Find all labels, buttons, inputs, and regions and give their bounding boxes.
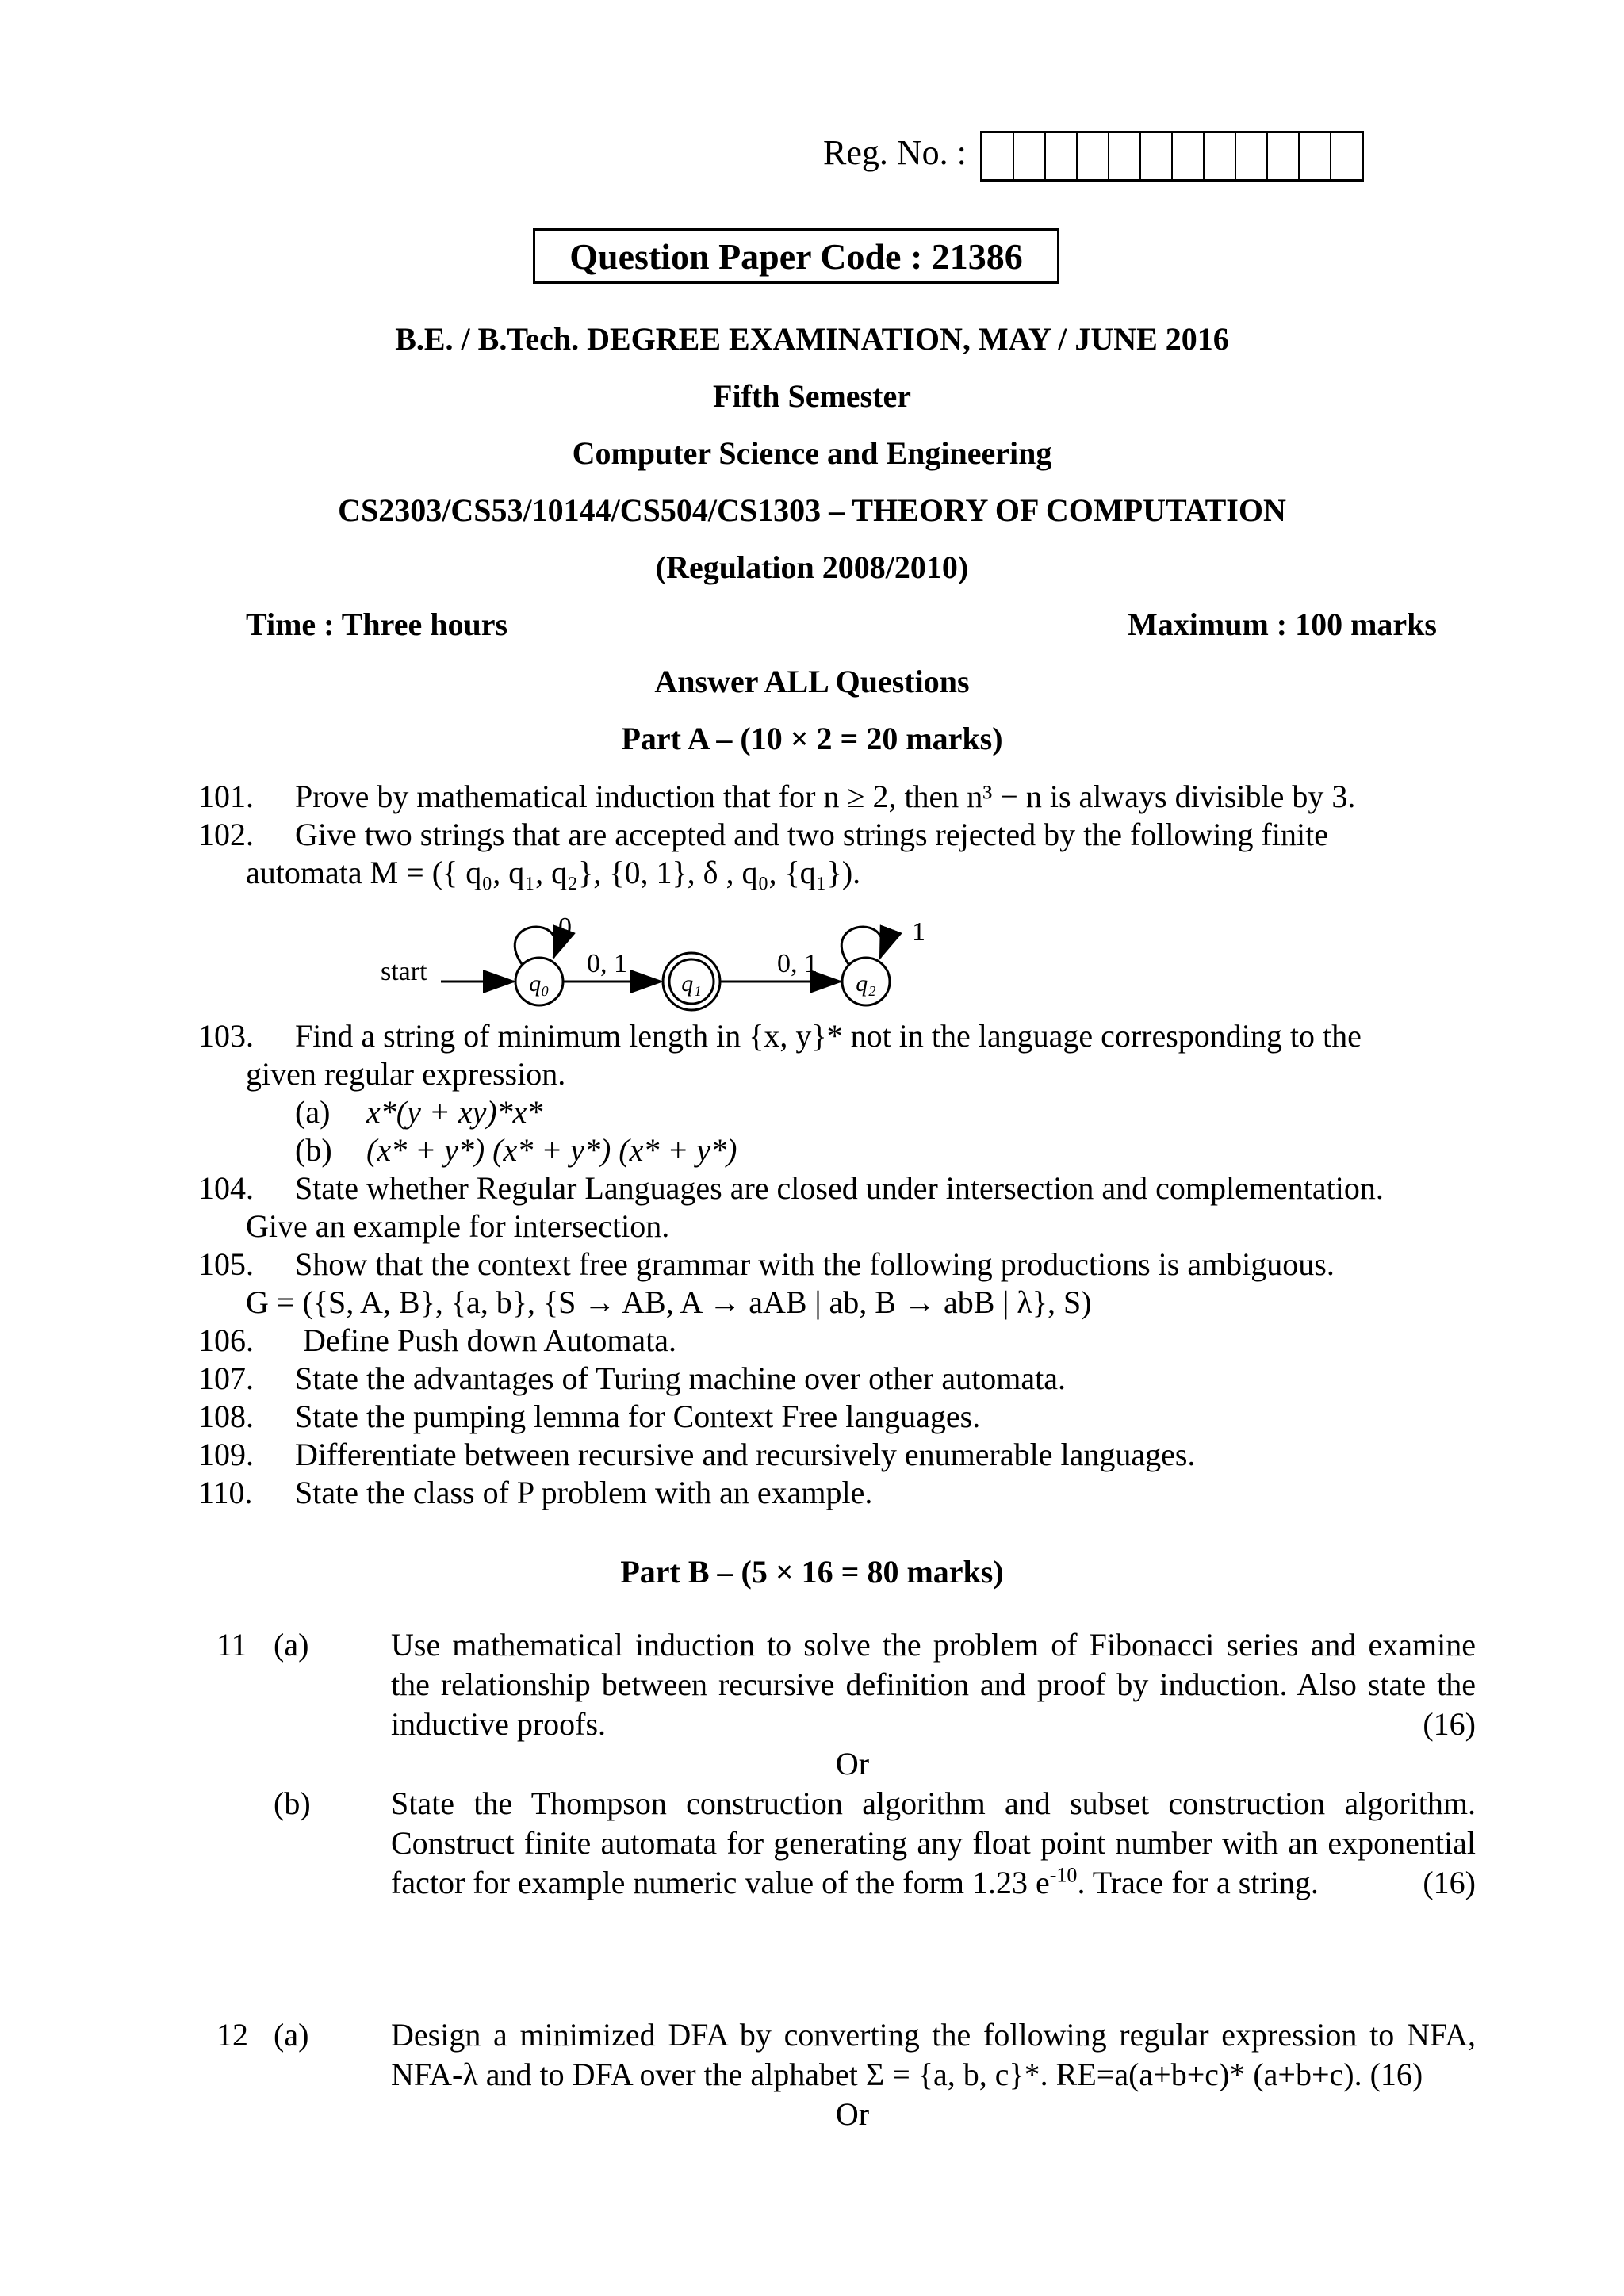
exam-title: B.E. / B.Tech. DEGREE EXAMINATION, MAY / JUNE 2016 (395, 321, 1229, 357)
part-b-title: Part B – (5 × 16 = 80 marks) (620, 1554, 1004, 1590)
reg-no-box[interactable] (1205, 133, 1236, 179)
question-text: Give two strings that are accepted and two strings rejected by the following finite (295, 817, 1328, 852)
edge-q0-q1-label: 0, 1 (587, 949, 627, 978)
marks: (16) (1369, 2057, 1423, 2092)
question-number: 110. (198, 1475, 253, 1510)
finite-automaton-diagram (373, 904, 944, 1015)
q11b-text-end: . Trace for a string. (1077, 1865, 1319, 1900)
regulation: (Regulation 2008/2010) (655, 549, 969, 585)
question-number: 106. (198, 1322, 254, 1358)
start-label: start (381, 957, 427, 986)
reg-no-box[interactable] (1046, 133, 1078, 179)
reg-no-box[interactable] (1173, 133, 1205, 179)
question-text (391, 1625, 1476, 1744)
reg-no-box[interactable] (1236, 133, 1268, 179)
state-q2-label: q₂ (856, 970, 876, 997)
question-text-cont: automata M = ({ q₀, q₁, q₂}, {0, 1}, δ , q₀, {q₁}). (246, 855, 861, 890)
question-text: State the class of P problem with an example. (295, 1475, 873, 1510)
sub-label: (a) (274, 2017, 309, 2053)
reg-no-box[interactable] (1331, 133, 1362, 179)
paper-code: Question Paper Code : 21386 (533, 228, 1059, 284)
question-number: 108. (198, 1399, 254, 1434)
question-text (391, 1784, 1476, 1903)
department: Computer Science and Engineering (572, 435, 1052, 471)
sub-label: (a) (295, 1094, 331, 1130)
reg-no-box[interactable] (1078, 133, 1109, 179)
or-label: Or (835, 1746, 870, 1781)
question-text: Prove by mathematical induction that for n ≥ 2, then n³ − n is always divisible by 3. (295, 779, 1356, 814)
state-q1-label: q₁ (681, 970, 702, 997)
max-marks: Maximum : 100 marks (1128, 607, 1437, 642)
loop-q0-label: 0 (558, 913, 572, 942)
instruction: Answer ALL Questions (654, 664, 970, 699)
question-text-cont: given regular expression. (246, 1056, 566, 1092)
question-text: State the pumping lemma for Context Free languages. (295, 1399, 981, 1434)
question-text: State the advantages of Turing machine over other automata. (295, 1360, 1066, 1396)
question-text (391, 2015, 1476, 2095)
question-number: 11 (216, 1627, 247, 1663)
or-label: Or (835, 2096, 870, 2132)
question-text: State whether Regular Languages are closed under intersection and complementation. (295, 1170, 1384, 1206)
question-number: 101. (198, 779, 254, 814)
reg-no-box[interactable] (1141, 133, 1173, 179)
state-q0-label: q₀ (529, 970, 550, 997)
question-number: 107. (198, 1360, 254, 1396)
edge-q1-q2-label: 0, 1 (777, 949, 818, 978)
question-text: Find a string of minimum length in {x, y}* not in the language corresponding to the (295, 1018, 1362, 1054)
time-allowed: Time : Three hours (246, 607, 508, 642)
reg-no-box[interactable] (1109, 133, 1141, 179)
reg-no-box[interactable] (1300, 133, 1331, 179)
reg-no-box[interactable] (1014, 133, 1046, 179)
reg-no-box[interactable] (982, 133, 1014, 179)
sub-label: (a) (274, 1627, 309, 1663)
question-number: 109. (198, 1437, 254, 1472)
subject: CS2303/CS53/10144/CS504/CS1303 – THEORY OF COMPUTATION (338, 492, 1286, 528)
question-number: 103. (198, 1018, 254, 1054)
question-text-cont: Give an example for intersection. (246, 1208, 670, 1244)
reg-no-boxes[interactable] (980, 131, 1364, 182)
q11b-exponent: -10 (1049, 1863, 1078, 1887)
question-text: Define Push down Automata. (295, 1322, 677, 1358)
q12a-text: Design a minimized DFA by converting the following regular expression to NFA, NFA-λ and to DFA over the alphabet Σ = {a, b, c}*. RE=a(a+b+c)* (a+b+c). (391, 2017, 1476, 2092)
semester: Fifth Semester (713, 378, 911, 414)
reg-no-box[interactable] (1268, 133, 1300, 179)
question-number: 102. (198, 817, 254, 852)
q11b-text: State the Thompson construction algorithm and subset construction algorithm. Construct finite automata for generating any float point number with an exponential factor for example numeric value of the form 1.23 e (391, 1785, 1476, 1900)
marks: (16) (1423, 1706, 1476, 1742)
question-number: 105. (198, 1246, 254, 1282)
question-text-cont: G = ({S, A, B}, {a, b}, {S → AB, A → aAB | ab, B → abB | λ}, S) (246, 1284, 1092, 1320)
sub-text: (x* + y*) (x* + y*) (x* + y*) (366, 1132, 737, 1168)
question-text: Differentiate between recursive and recursively enumerable languages. (295, 1437, 1196, 1472)
sub-label: (b) (274, 1785, 311, 1821)
marks: (16) (1423, 1865, 1476, 1900)
reg-no-label: Reg. No. : (823, 133, 967, 172)
question-number: 104. (198, 1170, 254, 1206)
q11a-text: Use mathematical induction to solve the problem of Fibonacci series and examine the relationship between recursive definition and proof by induction. Also state the inductive proofs. (391, 1627, 1476, 1742)
question-number: 12 (216, 2017, 248, 2053)
sub-label: (b) (295, 1132, 332, 1168)
question-text: Show that the context free grammar with the following productions is ambiguous. (295, 1246, 1335, 1282)
part-a-title: Part A – (10 × 2 = 20 marks) (621, 721, 1003, 756)
loop-q2-label: 1 (912, 917, 925, 947)
sub-text: x*(y + xy)*x* (366, 1094, 543, 1130)
